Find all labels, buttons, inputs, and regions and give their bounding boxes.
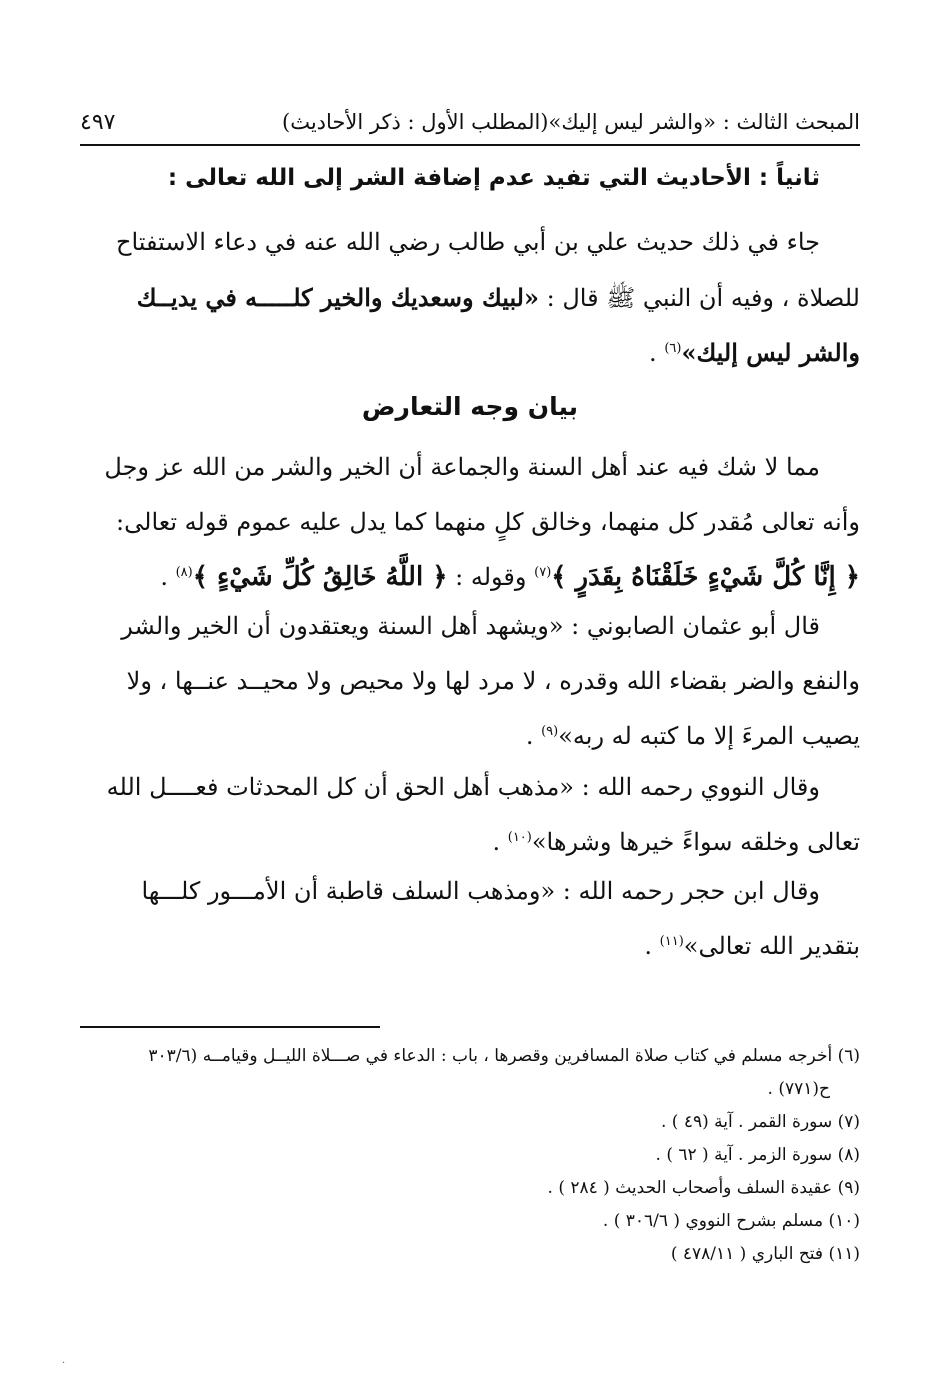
footnote-7: (٧) سورة القمر . آية (٤٩ ) . [661, 1112, 860, 1132]
paragraph-3-line-3-text: يصيب المرءَ إلا ما كتبه له ربه» [558, 722, 860, 750]
scan-speck: · [62, 1358, 66, 1369]
paragraph-2-connector: وقوله : [447, 563, 535, 591]
paragraph-5-line-1: وقال ابن حجر رحمه الله : «ومذهب السلف قاطبة أن الأمـــور كلـــها [141, 877, 820, 905]
footnote-8: (٨) سورة الزمر . آية ( ٦٢ ) . [655, 1145, 860, 1165]
footnote-ref-7: (٧) [534, 565, 552, 580]
header-title: المبحث الثالث : «والشر ليس إليك»(المطلب الأول : ذكر الأحاديث) [282, 110, 860, 134]
paragraph-5 [80, 864, 860, 974]
paragraph-1-line-3 [80, 325, 860, 380]
hadith-quote-start: «لبيك وسعديك والخير كلـــــه في يديــك [136, 283, 539, 312]
header-rule [80, 144, 860, 146]
paragraph-4-end: . [492, 828, 508, 856]
paragraph-5-end: . [644, 932, 660, 960]
quran-verse-1: ﴿ إِنَّا كُلَّ شَيْءٍ خَلَقْنَاهُ بِقَدَرٍ ﴾ [551, 562, 860, 592]
footnote-ref-10: (١٠) [507, 830, 532, 845]
book-page [80, 0, 860, 1387]
paragraph-1-end: . [649, 339, 665, 367]
paragraph-5-line-2 [80, 919, 860, 974]
paragraph-4-line-1: وقال النووي رحمه الله : «مذهب أهل الحق أن كل المحدثات فعــــل الله [106, 773, 820, 801]
footnote-separator [80, 1026, 380, 1028]
paragraph-1-line-1: جاء في ذلك حديث علي بن أبي طالب رضي الله عنه في دعاء الاستفتاح [115, 228, 820, 256]
page-number: ٤٩٧ [80, 109, 116, 135]
section-heading: ثانياً : الأحاديث التي تفيد عدم إضافة الشر إلى الله تعالى : [167, 165, 820, 191]
paragraph-3 [80, 599, 860, 764]
footnote-ref-11: (١١) [659, 934, 684, 949]
footnotes [80, 1040, 860, 1271]
running-header [80, 104, 860, 140]
footnote-10: (١٠) مسلم بشرح النووي ( ٣٠٦/٦ ) . [602, 1211, 860, 1231]
paragraph-2-end: . [160, 563, 176, 591]
paragraph-3-line-3 [80, 709, 860, 764]
paragraph-4-line-2-text: تعالى وخلقه سواءً خيرها وشرها» [531, 828, 860, 856]
paragraph-1 [80, 215, 860, 380]
footnote-6-continuation: ح(٧٧١) . [767, 1079, 830, 1099]
footnote-11: (١١) فتح الباري ( ٤٧٨/١١ ) [670, 1244, 860, 1264]
paragraph-3-end: . [525, 722, 542, 750]
paragraph-3-line-2: والنفع والضر بقضاء الله وقدره ، لا مرد لها ولا محيص ولا محيــد عنــها ، ولا [126, 667, 860, 695]
paragraph-2-line-2: وأنه تعالى مُقدر كل منهما، وخالق كلٍ منهما كما يدل عليه عموم قوله تعالى: [116, 508, 860, 536]
hadith-quote-end: والشر ليس إليك» [681, 338, 860, 367]
paragraph-4 [80, 760, 860, 870]
paragraph-2-line-1: مما لا شك فيه عند أهل السنة والجماعة أن الخير والشر من الله عز وجل [104, 453, 820, 481]
footnote-ref-8: (٨) [175, 565, 193, 580]
footnote-9: (٩) عقيدة السلف وأصحاب الحديث ( ٢٨٤ ) . [547, 1178, 860, 1198]
subheading: بيان وجه التعارض [361, 392, 579, 421]
paragraph-4-line-2 [80, 815, 860, 870]
paragraph-2-line-3 [80, 550, 860, 605]
footnote-ref-6: (٦) [664, 341, 682, 356]
paragraph-2 [80, 440, 860, 605]
paragraph-1-line-2-text: للصلاة ، وفيه أن النبي ﷺ قال : [546, 284, 860, 312]
paragraph-1-line-2 [80, 270, 860, 325]
paragraph-5-line-2-text: بتقدير الله تعالى» [683, 932, 860, 960]
footnote-6: (٦) أخرجه مسلم في كتاب صلاة المسافرين وقصرها ، باب : الدعاء في صـــلاة الليــل وقيامــه (٣٠٣/٦ [148, 1046, 860, 1066]
footnote-ref-9: (٩) [541, 724, 559, 739]
quran-verse-2: ﴿ اللَّهُ خَالِقُ كُلِّ شَيْءٍ ﴾ [192, 562, 448, 592]
paragraph-3-line-1: قال أبو عثمان الصابوني : «ويشهد أهل السنة ويعتقدون أن الخير والشر [121, 612, 820, 640]
